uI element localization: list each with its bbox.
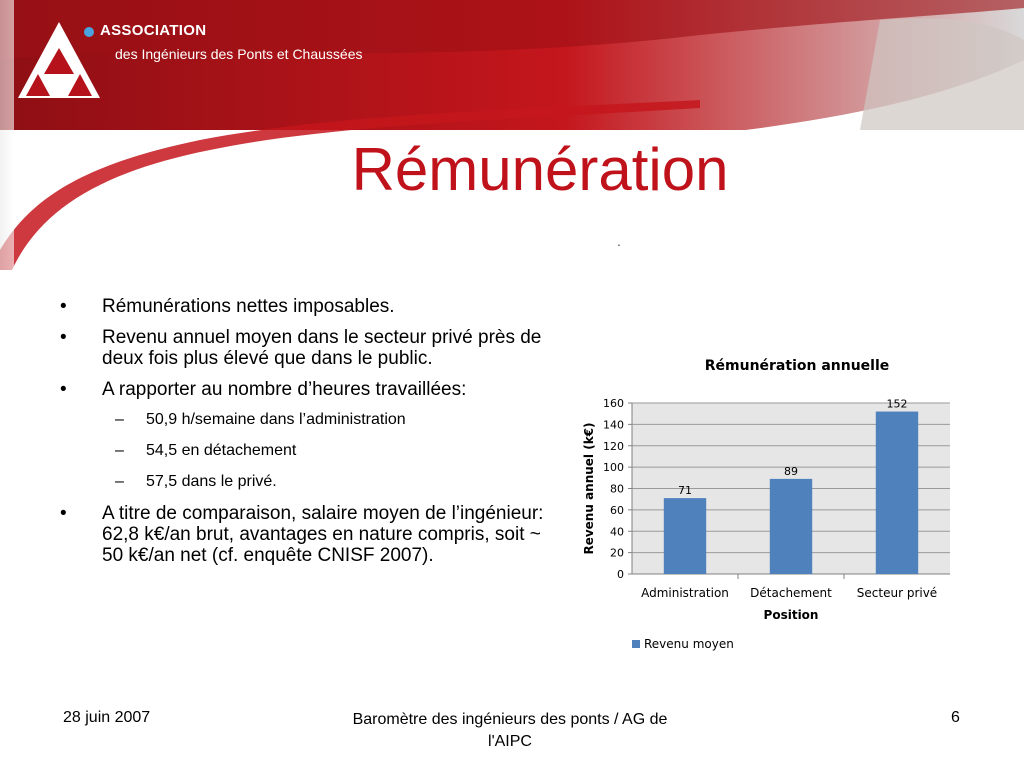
sub-bullet-item [60,441,560,461]
data-label: 152 [886,397,908,411]
x-tick-label: Administration [641,586,729,600]
legend-swatch-icon [632,640,640,648]
x-tick-label: Détachement [750,586,832,600]
sub-bullet-text: 50,9 h/semaine dans l’administration [146,411,406,428]
slide-title: Rémunération [351,136,729,203]
logo-dot-icon [84,27,94,37]
sub-bullet-marker: – [115,442,124,459]
bullet-item [60,503,560,566]
org-name-line2: des Ingénieurs des Ponts et Chaussées [115,46,363,62]
y-axis-title: Revenu annuel (k€) [582,422,596,555]
bullet-marker: • [60,503,67,524]
legend-label: Revenu moyen [644,637,734,651]
sub-bullet-item [60,472,560,492]
page-number: 6 [951,709,960,726]
sub-bullet-text: 57,5 dans le privé. [146,473,277,490]
bullet-marker: • [60,296,67,317]
y-tick-label: 40 [610,525,624,539]
x-tick-label: Secteur privé [856,586,938,600]
footer-title: Baromètre des ingénieurs des ponts / AG de l'AIPC [352,711,668,750]
chart-legend [632,637,734,651]
bar [664,498,706,574]
bullet-item [60,296,560,317]
bullet-text: A rapporter au nombre d’heures travaillées: [102,379,467,400]
y-tick-label: 160 [603,397,624,410]
y-tick-label: 20 [610,546,624,560]
bullet-marker: • [60,327,67,348]
y-tick-label: 0 [617,568,624,581]
data-label: 71 [678,484,692,498]
bullet-text: A titre de comparaison, salaire moyen de l’ingénieur: 62,8 k€/an brut, avantages en nature compris, soit ~ 50 k€/an net (cf. enquête CNISF 2007). [102,503,544,566]
bullet-text: Rémunérations nettes imposables. [102,296,395,317]
bar [770,479,812,574]
chart-title: Rémunération annuelle [704,358,890,374]
footer-date: 28 juin 2007 [63,709,151,726]
bar [876,412,918,574]
title-dot: . [617,233,621,249]
bullet-list [60,296,560,576]
bullet-text: Revenu annuel moyen dans le secteur privé près de deux fois plus élevé que dans le public. [102,327,542,369]
bullet-marker: • [60,379,67,400]
x-axis-title: Position [763,608,819,622]
bar-chart [575,385,955,630]
y-tick-label: 100 [603,461,624,475]
y-tick-label: 140 [603,418,624,432]
y-tick-label: 60 [610,503,624,517]
sub-bullet-marker: – [115,473,124,490]
sub-bullet-marker: – [115,411,124,428]
org-name-line1: ASSOCIATION [100,22,207,39]
sub-bullet-text: 54,5 en détachement [146,442,297,459]
y-tick-label: 120 [603,439,624,453]
bullet-item [60,379,560,400]
bullet-item [60,327,560,369]
data-label: 89 [784,464,798,478]
y-tick-label: 80 [610,482,624,496]
sub-bullet-item [60,410,560,430]
